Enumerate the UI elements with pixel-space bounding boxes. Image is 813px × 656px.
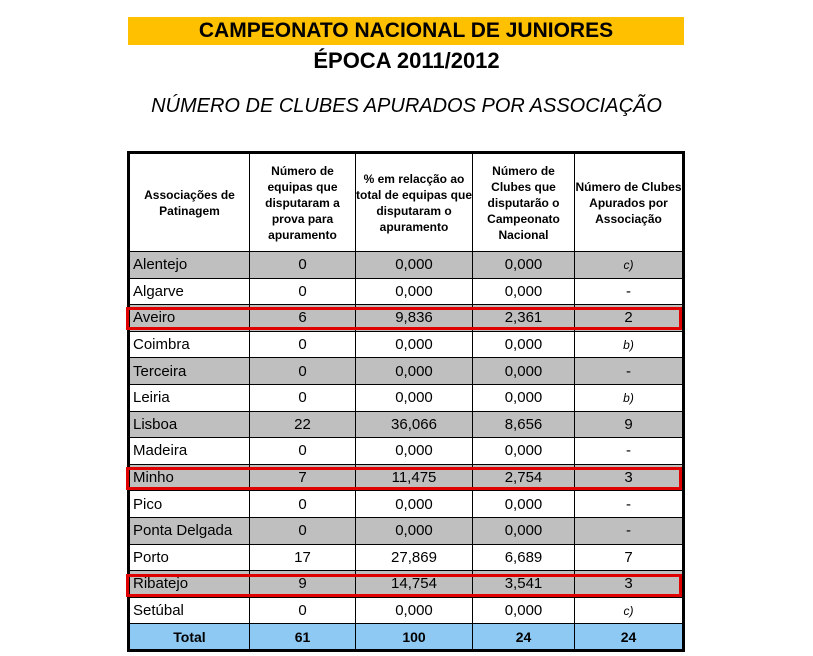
association-name: Madeira [129,438,250,465]
table-row [129,464,684,491]
qualified-count: 7 [575,544,684,571]
teams-count: 0 [250,491,356,518]
total-percentage: 100 [356,624,473,651]
total-label: Total [129,624,250,651]
national-clubs: 0,000 [473,384,575,411]
qualified-count: - [575,491,684,518]
percentage: 0,000 [356,331,473,358]
association-name: Ribatejo [129,571,250,598]
association-name: Algarve [129,278,250,305]
teams-count: 0 [250,252,356,279]
association-name: Minho [129,464,250,491]
teams-count: 0 [250,358,356,385]
national-clubs: 0,000 [473,517,575,544]
qualified-count: 2 [575,305,684,332]
qualified-count: 9 [575,411,684,438]
percentage: 0,000 [356,517,473,544]
column-header-national-clubs: Número de Clubes que disputarão o Campeonato Nacional [473,153,575,252]
season-label: ÉPOCA 2011/2012 [313,48,500,73]
table-row [129,517,684,544]
percentage: 0,000 [356,597,473,624]
qualified-count: - [575,517,684,544]
qualified-count: 3 [575,464,684,491]
total-qualified: 24 [575,624,684,651]
column-header-percentage: % em relacção ao total de equipas que disputaram o apuramento [356,153,473,252]
percentage: 27,869 [356,544,473,571]
national-clubs: 0,000 [473,331,575,358]
teams-count: 9 [250,571,356,598]
percentage: 9,836 [356,305,473,332]
qualified-count: c) [575,252,684,279]
column-header-association: Associações de Patinagem [129,153,250,252]
column-header-teams: Número de equipas que disputaram a prova para apuramento [250,153,356,252]
percentage: 0,000 [356,384,473,411]
teams-count: 7 [250,464,356,491]
table-row [129,597,684,624]
percentage: 0,000 [356,358,473,385]
association-name: Porto [129,544,250,571]
teams-count: 0 [250,384,356,411]
national-clubs: 8,656 [473,411,575,438]
table-row [129,438,684,465]
table-subtitle: NÚMERO DE CLUBES APURADOS POR ASSOCIAÇÃO [151,95,662,117]
qualified-count: - [575,438,684,465]
table-row [129,305,684,332]
title-banner [128,17,684,45]
teams-count: 6 [250,305,356,332]
national-clubs: 2,754 [473,464,575,491]
association-name: Terceira [129,358,250,385]
teams-count: 0 [250,517,356,544]
table-row [129,278,684,305]
association-name: Setúbal [129,597,250,624]
percentage: 11,475 [356,464,473,491]
table-row [129,384,684,411]
national-clubs: 3,541 [473,571,575,598]
total-row [129,624,684,651]
national-clubs: 0,000 [473,278,575,305]
national-clubs: 2,361 [473,305,575,332]
qualified-count: - [575,278,684,305]
table-row [129,571,684,598]
table-row [129,544,684,571]
qualified-count: b) [575,384,684,411]
table-header-row [129,153,684,252]
teams-count: 22 [250,411,356,438]
table-row [129,411,684,438]
total-clubs: 24 [473,624,575,651]
percentage: 0,000 [356,438,473,465]
national-clubs: 0,000 [473,597,575,624]
teams-count: 0 [250,331,356,358]
national-clubs: 0,000 [473,438,575,465]
teams-count: 0 [250,597,356,624]
table-row [129,252,684,279]
qualified-clubs-table [127,151,685,652]
association-name: Leiria [129,384,250,411]
national-clubs: 6,689 [473,544,575,571]
table-row [129,331,684,358]
table-row [129,491,684,518]
association-name: Alentejo [129,252,250,279]
percentage: 0,000 [356,278,473,305]
qualified-count: c) [575,597,684,624]
page-title: CAMPEONATO NACIONAL DE JUNIORES [198,19,614,42]
percentage: 0,000 [356,252,473,279]
association-name: Aveiro [129,305,250,332]
teams-count: 0 [250,278,356,305]
association-name: Pico [129,491,250,518]
national-clubs: 0,000 [473,358,575,385]
qualified-count: 3 [575,571,684,598]
qualified-count: b) [575,331,684,358]
association-name: Lisboa [129,411,250,438]
total-teams: 61 [250,624,356,651]
percentage: 14,754 [356,571,473,598]
teams-count: 17 [250,544,356,571]
qualified-count: - [575,358,684,385]
association-name: Ponta Delgada [129,517,250,544]
national-clubs: 0,000 [473,252,575,279]
column-header-qualified: Número de Clubes Apurados por Associação [575,153,684,252]
national-clubs: 0,000 [473,491,575,518]
percentage: 0,000 [356,491,473,518]
teams-count: 0 [250,438,356,465]
table-row [129,358,684,385]
association-name: Coimbra [129,331,250,358]
percentage: 36,066 [356,411,473,438]
